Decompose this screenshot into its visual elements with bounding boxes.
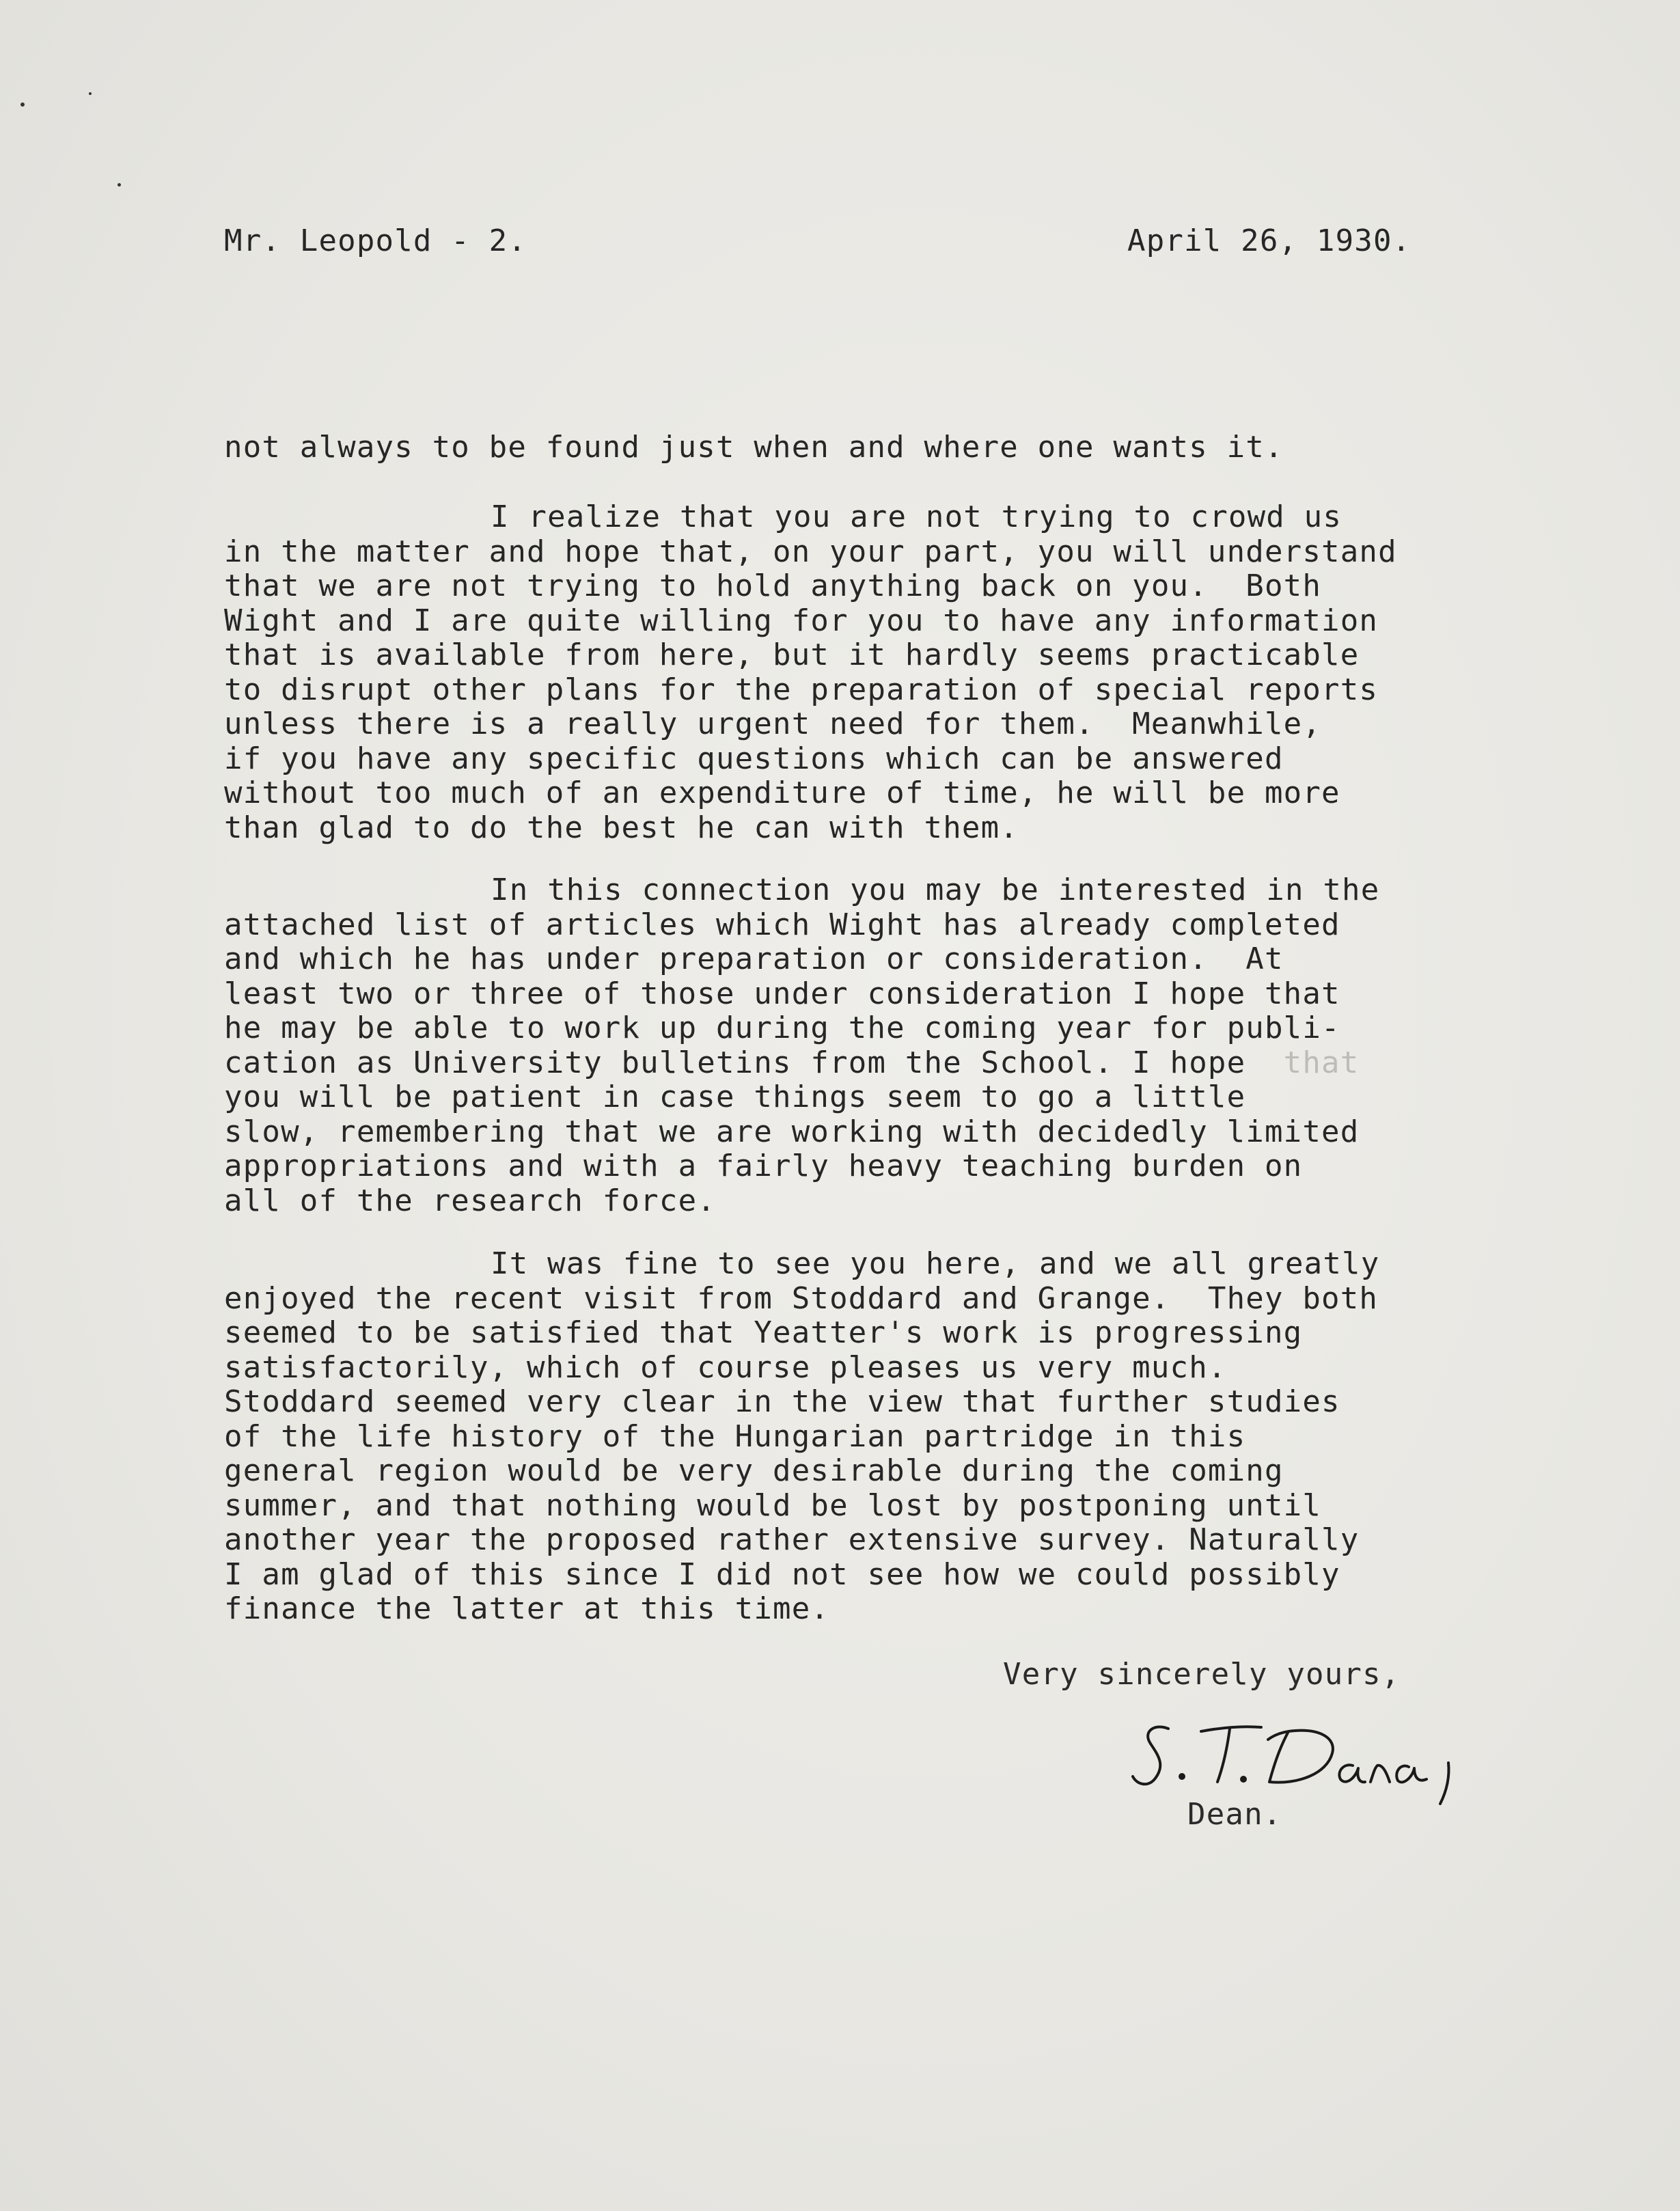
text-line: than glad to do the best he can with them. bbox=[224, 810, 1019, 845]
struck-word: that bbox=[1283, 1045, 1360, 1080]
text-fragment: cation as University bulletins from the School. I hope bbox=[224, 1045, 1246, 1080]
text-line: appropriations and with a fairly heavy teaching burden on bbox=[224, 1149, 1303, 1183]
text-line: he may be able to work up during the coming year for publi- bbox=[224, 1011, 1340, 1045]
text-line: if you have any specific questions which can be answered bbox=[224, 741, 1284, 776]
text-line: and which he has under preparation or consideration. At bbox=[224, 942, 1284, 976]
signer-title: Dean. bbox=[1187, 1797, 1282, 1832]
text-line-with-struck-word bbox=[224, 1046, 1379, 1081]
text-line: unless there is a really urgent need for them. Meanwhile, bbox=[224, 706, 1322, 741]
text-line: finance the latter at this time. bbox=[224, 1591, 830, 1626]
paragraph-realize bbox=[224, 500, 1397, 845]
handwritten-signature bbox=[1127, 1708, 1483, 1811]
text-line: Wight and I are quite willing for you to have any information bbox=[224, 603, 1379, 638]
paper-speck bbox=[118, 183, 121, 187]
paragraph-visit bbox=[224, 1247, 1379, 1627]
page-header-recipient: Mr. Leopold - 2. bbox=[224, 223, 527, 258]
text-line: not always to be found just when and where one wants it. bbox=[224, 430, 1284, 465]
text-line: that is available from here, but it hardly seems practicable bbox=[224, 637, 1360, 672]
text-line: seemed to be satisfied that Yeatter's work is progressing bbox=[224, 1315, 1303, 1350]
text-line: It was fine to see you here, and we all greatly bbox=[491, 1246, 1380, 1281]
text-line: In this connection you may be interested in the bbox=[491, 873, 1380, 907]
text-line: I realize that you are not trying to crowd us bbox=[491, 499, 1342, 534]
text-line: slow, remembering that we are working with decidedly limited bbox=[224, 1114, 1360, 1149]
text-line: attached list of articles which Wight has already completed bbox=[224, 907, 1340, 942]
text-line: without too much of an expenditure of time, he will be more bbox=[224, 775, 1340, 810]
text-line: Stoddard seemed very clear in the view that further studies bbox=[224, 1384, 1340, 1419]
text-line: all of the research force. bbox=[224, 1183, 716, 1218]
paragraph-connection bbox=[224, 873, 1379, 1218]
text-line: summer, and that nothing would be lost by postponing until bbox=[224, 1487, 1322, 1523]
text-line: that we are not trying to hold anything back on you. Both bbox=[224, 568, 1322, 603]
text-line: I am glad of this since I did not see how we could possibly bbox=[224, 1556, 1340, 1592]
text-line: least two or three of those under consideration I hope that bbox=[224, 976, 1340, 1011]
text-line: enjoyed the recent visit from Stoddard and Grange. They both bbox=[224, 1280, 1379, 1316]
paragraph-continuation bbox=[224, 430, 1284, 465]
text-line: of the life history of the Hungarian partridge in this bbox=[224, 1418, 1246, 1454]
text-line: another year the proposed rather extensive survey. Naturally bbox=[224, 1522, 1360, 1557]
closing-salutation: Very sincerely yours, bbox=[1003, 1657, 1401, 1692]
text-line: you will be patient in case things seem to go a little bbox=[224, 1080, 1246, 1114]
text-line: satisfactorily, which of course pleases us very much. bbox=[224, 1349, 1227, 1385]
text-line: to disrupt other plans for the preparation of special reports bbox=[224, 672, 1379, 707]
paper-speck bbox=[89, 92, 92, 95]
text-line: general region would be very desirable during the coming bbox=[224, 1453, 1284, 1488]
paper-speck bbox=[20, 102, 25, 107]
text-line: in the matter and hope that, on your part, you will understand bbox=[224, 534, 1397, 569]
letter-date: April 26, 1930. bbox=[1127, 223, 1412, 258]
